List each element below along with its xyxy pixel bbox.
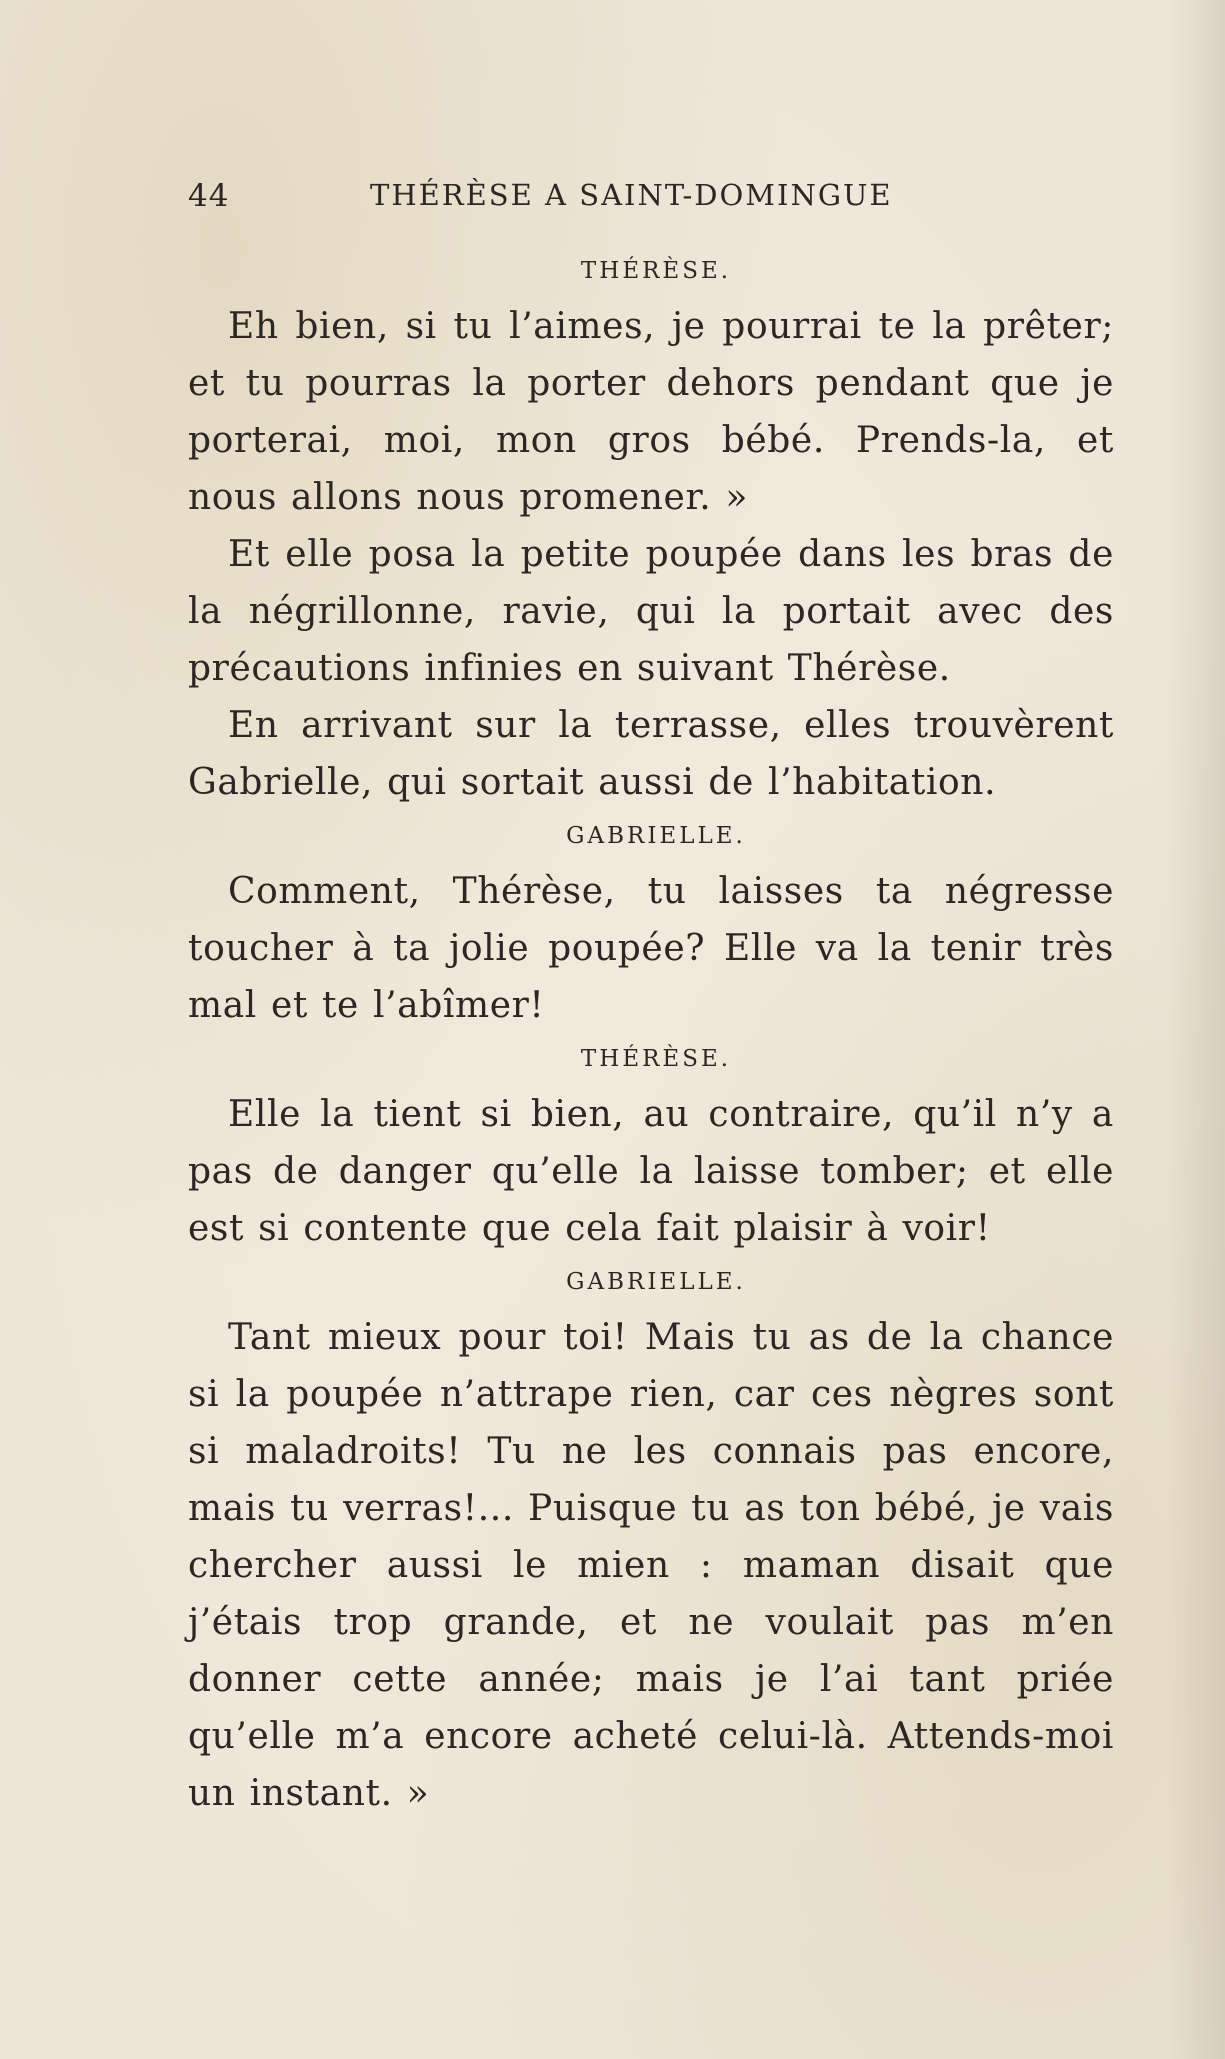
speaker-label: GABRIELLE. [566,823,746,849]
speaker-label: THÉRÈSE. [580,1046,732,1072]
page-gutter-shadow [1165,0,1225,2059]
paragraph: Elle la tient si bien, au contraire, qu’il n’y a pas de danger qu’elle la laisse tomber; et elle est si contente que cela fait plaisir à voir! [188,1094,1114,1249]
page-text [188,246,1114,1822]
running-title: THÉRÈSE A SAINT-DOMINGUE [370,178,893,212]
paragraph: Eh bien, si tu l’aimes, je pourrai te la prêter; et tu pourras la porter dehors pendant que je porterai, moi, mon gros bébé. Prends-la, et nous allons nous promener. » [188,306,1114,518]
speaker-label: GABRIELLE. [566,1269,746,1295]
speaker-label: THÉRÈSE. [580,258,732,284]
paragraph: Et elle posa la petite poupée dans les bras de la négrillonne, ravie, qui la portait avec des précautions infinies en suivant Thérèse. [188,534,1114,689]
paragraph: En arrivant sur la terrasse, elles trouvèrent Gabrielle, qui sortait aussi de l’habitation. [188,705,1114,803]
paragraph: Comment, Thérèse, tu laisses ta négresse toucher à ta jolie poupée? Elle va la tenir très mal et te l’abîmer! [188,871,1114,1026]
page-number: 44 [188,178,230,214]
paragraph: Tant mieux pour toi! Mais tu as de la chance si la poupée n’attrape rien, car ces nègres sont si maladroits! Tu ne les connais pas encore, mais tu verras!... Puisque tu as ton bébé, je vais chercher aussi le mien : maman disait que j’étais trop grande, et ne voulait pas m’en donner cette année; mais je l’ai tant priée qu’elle m’a encore acheté celui-là. Attends-moi un instant. » [188,1317,1114,1814]
page-header [188,178,1118,224]
